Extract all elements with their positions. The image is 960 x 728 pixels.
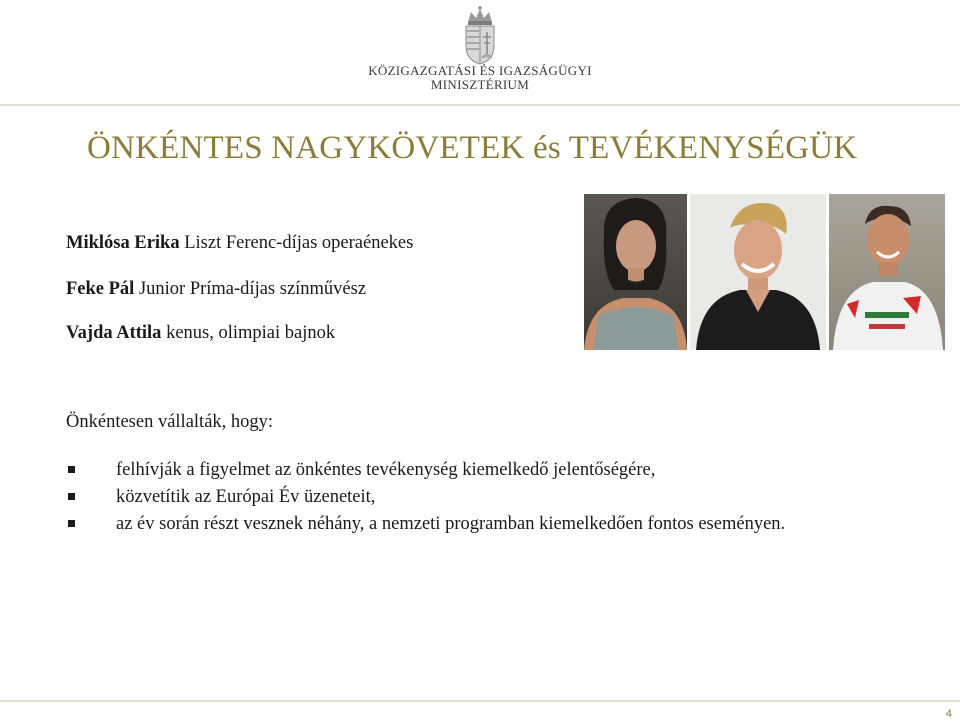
ambassador-3 bbox=[66, 323, 335, 344]
header-divider bbox=[0, 104, 960, 106]
ambassador-photo-2 bbox=[690, 194, 826, 350]
intro-text: Önkéntesen vállalták, hogy: bbox=[66, 412, 274, 432]
ambassador-photos bbox=[584, 194, 945, 350]
coat-of-arms-logo bbox=[458, 6, 502, 66]
list-item-text: közvetítik az Európai Év üzeneteit, bbox=[116, 487, 376, 507]
ambassador-3-name: Vajda Attila bbox=[66, 323, 162, 343]
bullet-square-icon bbox=[68, 466, 75, 473]
list-item-text: az év során részt vesznek néhány, a nemzeti programban kiemelkedően fontos eseményen. bbox=[116, 514, 786, 534]
ambassador-1 bbox=[66, 233, 413, 254]
list-item bbox=[66, 457, 866, 484]
slide-title: ÖNKÉNTES NAGYKÖVETEK és TEVÉKENYSÉGÜK bbox=[87, 130, 858, 166]
list-item bbox=[66, 484, 866, 511]
ministry-line-1: KÖZIGAZGATÁSI ÉS IGAZSÁGÜGYI bbox=[368, 63, 592, 78]
ambassador-1-name: Miklósa Erika bbox=[66, 233, 180, 253]
ambassador-1-role: Liszt Ferenc-díjas operaénekes bbox=[184, 233, 414, 253]
header bbox=[0, 0, 960, 104]
list-item bbox=[66, 511, 866, 538]
ministry-name bbox=[360, 64, 600, 92]
ambassador-photo-3 bbox=[829, 194, 945, 350]
footer-divider bbox=[0, 700, 960, 702]
bullet-square-icon bbox=[68, 493, 75, 500]
ambassador-2-name: Feke Pál bbox=[66, 279, 135, 299]
page-number: 4 bbox=[945, 708, 952, 720]
ambassador-2 bbox=[66, 279, 366, 300]
bullet-square-icon bbox=[68, 520, 75, 527]
commitments-list bbox=[66, 457, 866, 538]
ambassador-3-role: kenus, olimpiai bajnok bbox=[166, 323, 336, 343]
ministry-line-2: MINISZTÉRIUM bbox=[430, 77, 530, 92]
ambassador-2-role: Junior Príma-díjas színművész bbox=[138, 279, 367, 299]
ambassador-photo-1 bbox=[584, 194, 687, 350]
list-item-text: felhívják a figyelmet az önkéntes tevékenység kiemelkedő jelentőségére, bbox=[116, 460, 656, 480]
